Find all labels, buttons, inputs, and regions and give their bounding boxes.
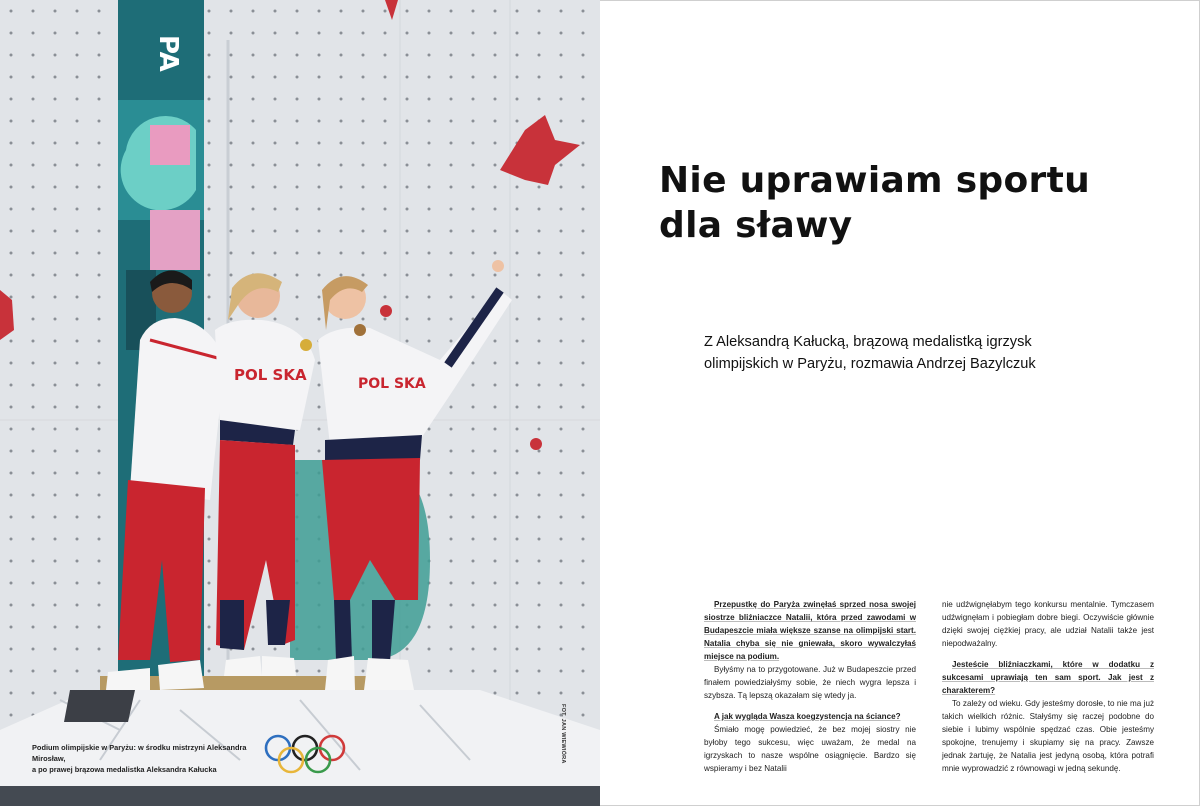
title-line: Nie uprawiam sportu xyxy=(659,160,1091,201)
interview-question: A jak wygląda Wasza koegzystencja na ściance? xyxy=(714,712,901,721)
caption-line: a po prawej brązowa medalistka Aleksandra Kałucka xyxy=(32,765,217,774)
interview-question: Przepustkę do Paryża zwinęłaś sprzed nosa swojej siostrze bliźniaczce Natalii, która przed zawodami w Budapeszcie miała większe szanse na olimpijski start. Natalia chyba się nie gniewała, skoro wywalczyłaś miejsce na podium. xyxy=(704,600,916,661)
interview-answer: Byłyśmy na to przygotowane. Już w Budapeszcie przed finałem powiedziałyśmy sobie, że niech wygra lepsza i szybsza. Tą lepszą okazałam się wtedy ja. xyxy=(704,665,916,700)
interview-column-2 xyxy=(942,598,1154,775)
shirt-text-right: POL SKA xyxy=(358,376,426,392)
caption-line: Podium olimpijskie w Paryżu: w środku mistrzyni Aleksandra Mirosław, xyxy=(32,743,247,763)
interview-question: Jesteście bliźniaczkami, które w dodatku z sukcesami uprawiają ten sam sport. Jak jest z charakterem? xyxy=(942,660,1154,695)
photo-credit: FOT. JAN WIEWIÓRA xyxy=(560,704,566,764)
photo-caption xyxy=(32,742,262,775)
title-line: dla sławy xyxy=(659,205,853,246)
shirt-text: POL SKA xyxy=(234,366,307,384)
interview-column-1 xyxy=(704,598,916,775)
interview-answer: Śmiało mogę powiedzieć, że bez mojej siostry nie byłoby tego sukcesu, więc uważam, że medal na igrzyskach to nasze wspólne osiągnięcie. Bardzo się wspieramy i bez Natalii xyxy=(704,725,916,773)
banner-text: PA xyxy=(153,35,183,72)
article-title xyxy=(659,158,1119,248)
interview-answer: To zależy od wieku. Gdy jesteśmy dorosłe, to nie ma już takich wielkich różnic. Stałyśmy się raczej podobne do siebie i lubimy wspólnie spędzać czas. Obie jesteśmy spokojne, trenujemy i skupiamy się na pracy. Zawsze jednak żartuję, że Natalia jest jedyną osobą, która potrafi mnie wyprowadzić z równowagi w jedną sekundę. xyxy=(942,699,1154,773)
article-lead: Z Aleksandrą Kałucką, brązową medalistką igrzysk olimpijskich w Paryżu, rozmawia Andrzej Bazylczuk xyxy=(704,334,1036,372)
interview-answer: nie udźwignęłabym tego konkursu mentalnie. Tymczasem udźwignęłam i pobiegłam dobre biegi. Oczywiście głównie dzięki swojej ciężkiej pracy, ale udział Natalii także jest niepodważalny. xyxy=(942,600,1154,648)
